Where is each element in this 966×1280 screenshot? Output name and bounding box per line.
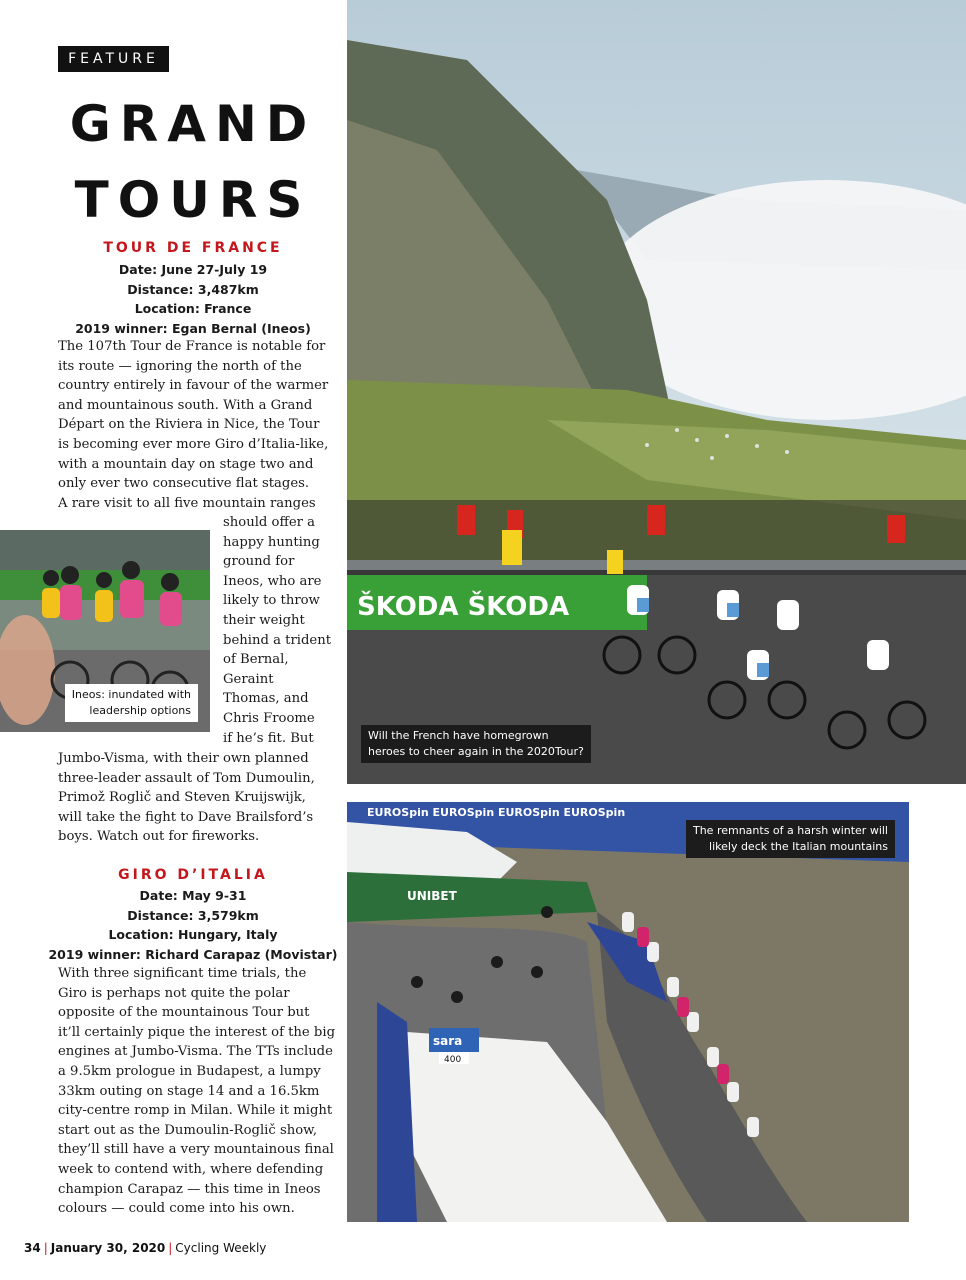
body-line: Primož Roglič and Steven Kruijswijk, (58, 790, 306, 806)
body-line: will take the fight to Dave Brailsford’s (58, 809, 314, 825)
giro-distance: Distance: 3,579km (127, 907, 259, 923)
tour-photo (347, 0, 966, 784)
body-line: it’ll certainly pique the interest of the big (58, 1024, 336, 1040)
body-line: happy hunting (223, 534, 320, 550)
page-folio (24, 1241, 266, 1255)
caption-line: Ineos: inundated with (71, 688, 191, 701)
body-line: should offer a (223, 515, 316, 530)
body-line: ground for (223, 554, 295, 570)
headline-line-1: GRAND (69, 95, 317, 153)
skoda-banner: ŠKODA ŠKODA (357, 592, 570, 622)
body-line: city-centre romp in Milan. While it might (58, 1103, 333, 1119)
body-line: Ineos, who are (223, 573, 322, 589)
folio-separator: | (168, 1241, 173, 1255)
body-line: Chris Froome (223, 710, 315, 726)
page-number: 34 (24, 1241, 41, 1255)
body-line: is becoming ever more Giro d’Italia-like, (58, 436, 329, 452)
body-line: their weight (223, 612, 305, 628)
giro-title: GIRO D’ITALIA (118, 867, 268, 883)
body-line: champion Carapaz — this time in Ineos (58, 1181, 321, 1197)
body-line: they’ll still have a very mountainous final (58, 1142, 334, 1158)
body-line: start out as the Dumoulin-Roglič show, (58, 1122, 318, 1138)
body-line: likely to throw (223, 593, 320, 609)
headline (58, 86, 328, 238)
body-line: a 9.5km prologue in Budapest, a lumpy (58, 1063, 321, 1079)
magazine-name: Cycling Weekly (175, 1241, 267, 1255)
tour-caption (361, 725, 591, 763)
body-line: only ever two consecutive flat stages. (58, 476, 310, 492)
tdf-body-narrow (223, 513, 331, 748)
body-line: boys. Watch out for fireworks. (58, 829, 260, 845)
body-line: engines at Jumbo-Visma. The TTs include (58, 1044, 333, 1060)
tdf-distance: Distance: 3,487km (127, 281, 259, 297)
body-line: and mountainous south. With a Grand (58, 397, 313, 413)
body-line: behind a trident (223, 632, 331, 648)
body-line: Jumbo-Visma, with their own planned (58, 751, 309, 766)
tdf-facts (48, 260, 338, 338)
body-line: week to contend with, where defending (58, 1161, 324, 1177)
body-line: opposite of the mountainous Tour but (58, 1005, 310, 1021)
tdf-winner: 2019 winner: Egan Bernal (Ineos) (75, 320, 311, 336)
folio-separator: | (43, 1241, 48, 1255)
body-line: 33km outing on stage 14 and a 16.5km (58, 1083, 320, 1099)
tdf-title: TOUR DE FRANCE (103, 240, 283, 256)
giro-winner: 2019 winner: Richard Carapaz (Movistar) (48, 946, 338, 962)
body-line: A rare visit to all five mountain ranges (58, 495, 316, 511)
body-line: Thomas, and (223, 691, 309, 707)
giro-body (58, 964, 335, 1219)
body-line: Geraint (223, 671, 274, 687)
ineos-caption (65, 684, 198, 722)
giro-location: Location: Hungary, Italy (108, 927, 278, 943)
tour-photo-illustration (347, 0, 966, 784)
body-line: country entirely in favour of the warmer (58, 378, 329, 394)
body-line: With three significant time trials, the (58, 966, 307, 981)
caption-line: leadership options (89, 704, 191, 717)
sara-sign: sara (433, 1034, 463, 1048)
body-line: colours — could come into his own. (58, 1201, 295, 1217)
caption-line: heroes to cheer again in the 2020Tour? (368, 745, 584, 758)
body-line: The 107th Tour de France is notable for (58, 339, 326, 354)
caption-line: Will the French have homegrown (368, 729, 549, 742)
giro-date: Date: May 9-31 (139, 888, 247, 903)
unibet-banner: UNIBET (407, 889, 457, 903)
body-line: its route — ignoring the north of the (58, 358, 302, 374)
tdf-date: Date: June 27-July 19 (118, 262, 268, 277)
giro-caption (686, 820, 895, 858)
giro-photo (347, 802, 909, 1222)
headline-line-2: TOURS (74, 171, 312, 229)
body-line: Giro is perhaps not quite the polar (58, 985, 290, 1001)
tdf-location: Location: France (134, 301, 252, 317)
giro-photo-illustration (347, 802, 909, 1222)
body-line: three-leader assault of Tom Dumoulin, (58, 770, 315, 786)
tdf-body-after (58, 749, 315, 847)
sara-sign-number: 400 (444, 1055, 462, 1065)
eurospin-banner: EUROSpin EUROSpin EUROSpin EUROSpin (367, 806, 626, 819)
caption-line: likely deck the Italian mountains (709, 840, 888, 853)
body-line: with a mountain day on stage two and (58, 456, 314, 472)
body-line: Départ on the Riviera in Nice, the Tour (58, 417, 320, 433)
caption-line: The remnants of a harsh winter will (692, 824, 888, 837)
tdf-body-full (58, 337, 328, 513)
body-line: if he’s fit. But (223, 730, 314, 746)
section-kicker: FEATURE (58, 46, 169, 72)
ineos-photo (0, 530, 210, 732)
giro-facts (48, 886, 338, 964)
body-line: of Bernal, (223, 652, 289, 668)
issue-date: January 30, 2020 (50, 1241, 166, 1255)
